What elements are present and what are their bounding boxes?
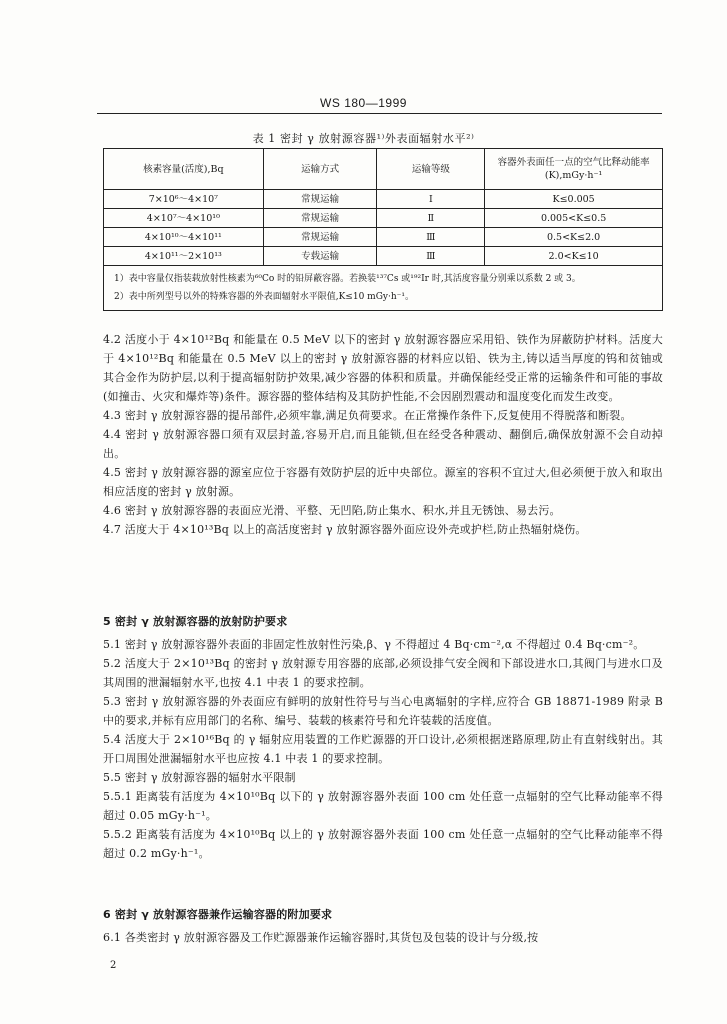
- clause-4-4: 4.4 密封 γ 放射源容器口须有双层封盖,容易开启,而且能锁,但在经受各种震动、翻倒后,确保放射源不会自动掉出。: [103, 428, 663, 460]
- table-cell: 0.005<K≤0.5: [485, 209, 663, 228]
- table-cell: Ⅲ: [377, 247, 485, 266]
- table-note: 1）表中容量仅指装载放射性核素为⁶⁰Co 时的铅屏蔽容器。若换装¹³⁷Cs 或¹⁹²Ir 时,其活度容量分别乘以系数 2 或 3。: [114, 274, 581, 284]
- clause-4-body: [103, 330, 663, 539]
- clause-5-3: 5.3 密封 γ 放射源容器的外表面应有鲜明的放射性符号与当心电离辐射的字样,应符合 GB 18871-1989 附录 B 中的要求,并标有应用部门的名称、编号、装载的核素符号和允许装载的活度值。: [103, 695, 663, 727]
- table-header-row: [104, 149, 663, 190]
- table-row: [104, 209, 663, 228]
- table-cell: 常规运输: [263, 190, 377, 209]
- table-cell: Ⅲ: [377, 228, 485, 247]
- document-code: WS 180—1999: [320, 96, 407, 110]
- clause-4-2: 4.2 活度小于 4×10¹²Bq 和能量在 0.5 MeV 以下的密封 γ 放射源容器应采用铅、铁作为屏蔽防护材料。活度大于 4×10¹²Bq 和能量在 0.5 MeV 以上的密封 γ 放射源容器的材料应以铅、铁为主,铸以适当厚度的钨和贫铀或其合金作为防护层,以利于提高辐射防护效果,减少容器的体积和质量。并确保能经受正常的运输条件和可能的事故(如撞击、火灾和爆炸等)条件。源容器的整体结构及其防护性能,不会因剧烈震动和温度变化而发生改变。: [103, 333, 663, 403]
- clause-5-5-1: 5.5.1 距离装有活度为 4×10¹⁰Bq 以下的 γ 放射源容器外表面 100 cm 处任意一点辐射的空气比释动能率不得超过 0.05 mGy·h⁻¹。: [103, 790, 663, 822]
- radiation-level-table: [103, 148, 663, 311]
- table-header-cell: 核素容量(活度),Bq: [104, 149, 264, 190]
- table-row: [104, 247, 663, 266]
- table-header-cell: 容器外表面任一点的空气比释动能率(K),mGy·h⁻¹: [485, 149, 663, 190]
- clause-6-1: 6.1 各类密封 γ 放射源容器及工作贮源器兼作运输容器时,其货包及包装的设计与分级,按: [103, 931, 539, 944]
- clause-5-5: 5.5 密封 γ 放射源容器的辐射水平限制: [103, 771, 296, 784]
- clause-5-5-2: 5.5.2 距离装有活度为 4×10¹⁰Bq 以上的 γ 放射源容器外表面 100 cm 处任意一点辐射的空气比释动能率不得超过 0.2 mGy·h⁻¹。: [103, 828, 663, 860]
- table-caption: 表 1 密封 γ 放射源容器¹⁾外表面辐射水平²⁾: [252, 132, 475, 145]
- clause-4-5: 4.5 密封 γ 放射源容器的源室应位于容器有效防护层的近中央部位。源室的容积不宜过大,但必须便于放入和取出相应活度的密封 γ 放射源。: [103, 466, 663, 498]
- section-5: [103, 612, 663, 863]
- clause-5-1: 5.1 密封 γ 放射源容器外表面的非固定性放射性污染,β、γ 不得超过 4 Bq·cm⁻²,α 不得超过 0.4 Bq·cm⁻²。: [103, 638, 645, 651]
- table-note: 2）表中所列型号以外的特殊容器的外表面辐射水平限值,K≤10 mGy·h⁻¹。: [114, 292, 414, 302]
- clause-4-3: 4.3 密封 γ 放射源容器的提吊部件,必须牢靠,满足负荷要求。在正常操作条件下,反复使用不得脱落和断裂。: [103, 409, 632, 422]
- table-cell: 2.0<K≤10: [485, 247, 663, 266]
- table-row: [104, 228, 663, 247]
- table-cell: K≤0.005: [485, 190, 663, 209]
- clause-4-6: 4.6 密封 γ 放射源容器的表面应光滑、平整、无凹陷,防止集水、积水,并且无锈蚀、易去污。: [103, 504, 561, 517]
- table-cell: 4×10¹¹～2×10¹³: [104, 247, 264, 266]
- table-cell: 常规运输: [263, 209, 377, 228]
- table-cell: 7×10⁶～4×10⁷: [104, 190, 264, 209]
- table-notes: [104, 266, 663, 311]
- header-rule: [97, 113, 662, 114]
- table-cell: Ⅰ: [377, 190, 485, 209]
- table-cell: 4×10⁷～4×10¹⁰: [104, 209, 264, 228]
- table-header-cell: 运输等级: [377, 149, 485, 190]
- clause-5-4: 5.4 活度大于 2×10¹⁶Bq 的 γ 辐射应用装置的工作贮源器的开口设计,必须根据迷路原理,防止有直射线射出。其开口周围处泄漏辐射水平也应按 4.1 中表 1 的要求控制。: [103, 733, 663, 765]
- table-notes-row: [104, 266, 663, 311]
- table-cell: 专载运输: [263, 247, 377, 266]
- table-row: [104, 190, 663, 209]
- table-cell: 0.5<K≤2.0: [485, 228, 663, 247]
- section-5-title: 5 密封 γ 放射源容器的放射防护要求: [103, 615, 288, 628]
- clause-4-7: 4.7 活度大于 4×10¹³Bq 以上的高活度密封 γ 放射源容器外面应设外壳或护栏,防止热辐射烧伤。: [103, 523, 587, 536]
- table-cell: Ⅱ: [377, 209, 485, 228]
- clause-5-2: 5.2 活度大于 2×10¹³Bq 的密封 γ 放射源专用容器的底部,必须设排气安全阀和下部设进水口,其阀门与进水口及其周围的泄漏辐射水平,也按 4.1 中表 1 的要求控制。: [103, 657, 663, 689]
- table-cell: 4×10¹⁰～4×10¹¹: [104, 228, 264, 247]
- section-6-title: 6 密封 γ 放射源容器兼作运输容器的附加要求: [103, 908, 333, 921]
- page-number: 2: [110, 960, 117, 971]
- table-cell: 常规运输: [263, 228, 377, 247]
- table-header-cell: 运输方式: [263, 149, 377, 190]
- section-6: [103, 905, 663, 947]
